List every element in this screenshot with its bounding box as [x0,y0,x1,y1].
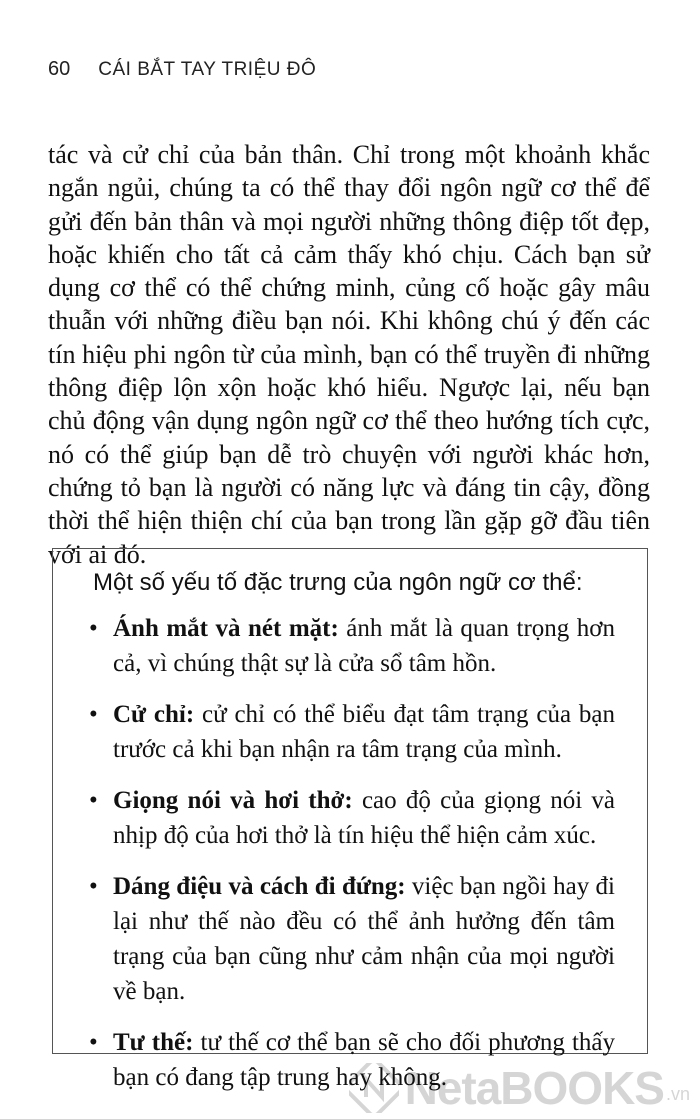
netabooks-logo-icon [349,1063,399,1113]
list-item-text: cao độ của giọng nói và nhịp độ của hơi thở là tín hiệu thể hiện cảm xúc. [113,787,616,849]
bullet: • [89,873,98,900]
list-item-term: Giọng nói và hơi thở: [113,787,353,814]
list-item-text: việc bạn ngồi hay đi lại như thế nào đều có thể ảnh hưởng đến tâm trạng của bạn cũng như cảm nhận của mọi người về bạn. [113,873,615,1005]
running-title: CÁI BẮT TAY TRIỆU ĐÔ [98,59,317,80]
watermark-text: NetaBOOKS [404,1062,664,1114]
list-item-text: tư thế cơ thể bạn sẽ cho đối phương thấy bạn có đang tập trung hay không. [113,1029,616,1091]
list-item [89,783,615,853]
list-item-term: Dáng điệu và cách đi đứng: [113,873,406,900]
list-item-term: Cử chỉ: [113,701,195,728]
body-paragraph: tác và cử chỉ của bản thân. Chỉ trong một khoảnh khắc ngắn ngủi, chúng ta có thể thay đổi ngôn ngữ cơ thể để gửi đến bản thân và mọi người những thông điệp tốt đẹp, hoặc khiến cho tất cả cảm thấy khó chịu. Cách bạn sử dụng cơ thể có thể chứng minh, củng cố hoặc gây mâu thuẫn với những điều bạn nói. Khi không chú ý đến các tín hiệu phi ngôn từ của mình, bạn có thể truyền đi những thông điệp lộn xộn hoặc khó hiểu. Ngược lại, nếu bạn chủ động vận dụng ngôn ngữ cơ thể theo hướng tích cực, nó có thể giúp bạn dễ trò chuyện với người khác hơn, chứng tỏ bạn là người có năng lực và đáng tin cậy, đồng thời thể hiện thiện chí của bạn trong lần gặp gỡ đầu tiên với ai đó. [48,140,650,569]
body-language-list [89,611,615,1111]
netabooks-watermark [349,1061,690,1115]
list-item-term: Ánh mắt và nét mặt: [113,615,339,642]
list-item-text: ánh mắt là quan trọng hơn cả, vì chúng thật sự là cửa sổ tâm hồn. [113,615,615,677]
list-item [89,869,615,1009]
running-header [48,58,316,81]
list-item [89,697,615,767]
watermark-suffix: .vn [665,1084,690,1104]
bullet: • [89,1029,98,1056]
bullet: • [89,787,98,814]
box-heading: Một số yếu tố đặc trưng của ngôn ngữ cơ thể: [93,569,583,596]
list-item [89,611,615,681]
bullet: • [89,701,98,728]
page-number: 60 [48,58,71,80]
bullet: • [89,615,98,642]
list-item-text: cử chỉ có thể biểu đạt tâm trạng của bạn trước cả khi bạn nhận ra tâm trạng của mình. [113,701,615,763]
list-item-term: Tư thế: [113,1029,194,1056]
